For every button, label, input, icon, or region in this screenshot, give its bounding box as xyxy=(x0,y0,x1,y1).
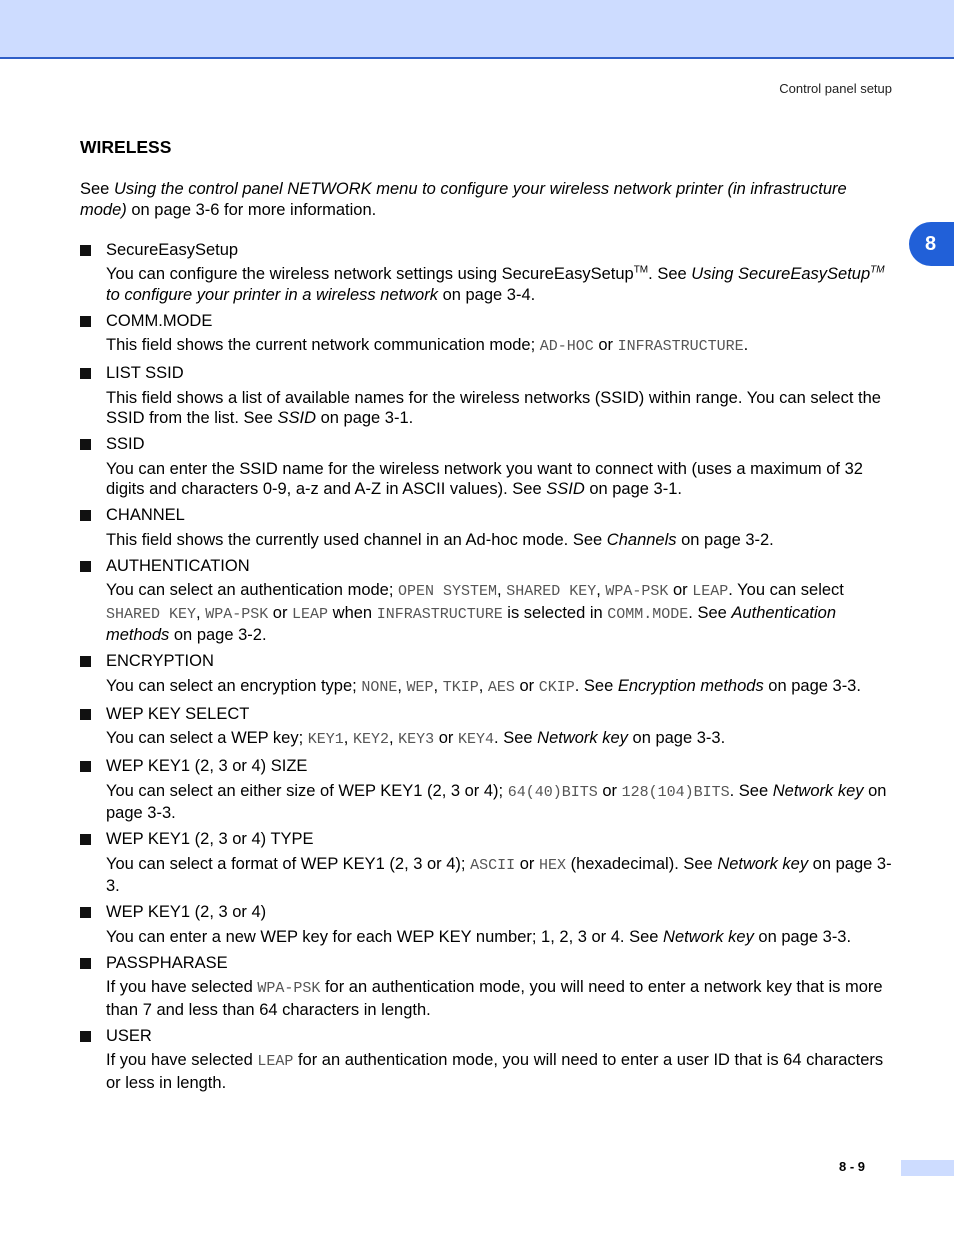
item-heading: WEP KEY1 (2, 3 or 4) SIZE xyxy=(106,757,308,775)
list-item xyxy=(80,902,895,948)
item-heading: WEP KEY1 (2, 3 or 4) xyxy=(106,903,267,921)
intro-paragraph xyxy=(80,179,890,221)
list-item xyxy=(80,363,895,429)
item-description: If you have selected WPA-PSK for an authentication mode, you will need to enter a network key that is more than 7 and less than 64 characters in length. xyxy=(106,978,883,1019)
item-description: This field shows a list of available names for the wireless networks (SSID) within range. You can select the SSID from the list. See SSID on page 3-1. xyxy=(106,388,881,427)
item-heading: SSID xyxy=(106,435,145,453)
square-bullet-icon xyxy=(80,561,91,572)
item-heading: USER xyxy=(106,1026,152,1045)
square-bullet-icon xyxy=(80,907,91,918)
item-description: You can select an authentication mode; OPEN SYSTEM, SHARED KEY, WPA-PSK or LEAP. You can select SHARED KEY, WPA-PSK or LEAP when INFRASTRUCTURE is selected in COMM.MODE. See Authentication methods on page 3-2. xyxy=(106,581,844,644)
square-bullet-icon xyxy=(80,656,91,667)
square-bullet-icon xyxy=(80,834,91,845)
square-bullet-icon xyxy=(80,368,91,379)
settings-list xyxy=(80,239,895,1098)
intro-text: See xyxy=(80,180,114,198)
square-bullet-icon xyxy=(80,761,91,772)
square-bullet-icon xyxy=(80,439,91,450)
square-bullet-icon xyxy=(80,958,91,969)
cross-reference: Network key xyxy=(537,729,628,747)
intro-reference: Using the control panel NETWORK menu to configure your wireless network printer (in infrastructure mode) xyxy=(80,180,847,219)
cross-reference: Using SecureEasySetup xyxy=(691,265,871,283)
cross-reference: Channels xyxy=(606,530,677,549)
list-item xyxy=(80,239,895,305)
item-heading: SecureEasySetup xyxy=(106,240,239,259)
list-item xyxy=(80,756,895,824)
page-number: 8 - 9 xyxy=(838,1159,865,1174)
item-heading: LIST SSID xyxy=(106,364,184,382)
item-description: You can select a format of WEP KEY1 (2, 3 or 4); ASCII or HEX (hexadecimal). See Network key on page 3-3. xyxy=(106,854,892,895)
chapter-tab xyxy=(909,222,954,266)
list-item xyxy=(80,703,895,751)
cross-reference: SSID xyxy=(277,409,316,427)
cross-reference: Encryption methods xyxy=(617,676,764,695)
list-item xyxy=(80,952,895,1020)
list-item xyxy=(80,555,895,646)
cross-reference: Network key xyxy=(717,854,809,873)
item-description: You can select an either size of WEP KEY1 (2, 3 or 4); 64(40)BITS or 128(104)BITS. See Network key on page 3-3. xyxy=(106,781,887,822)
list-item xyxy=(80,651,895,699)
list-item xyxy=(80,310,895,358)
list-item xyxy=(80,1025,895,1093)
square-bullet-icon xyxy=(80,245,91,256)
item-description: You can select an encryption type; NONE, WEP, TKIP, AES or CKIP. See Encryption methods on page 3-3. xyxy=(106,676,861,696)
item-description: You can configure the wireless network settings using SecureEasySetup™. See Using SecureEasySetup™ to configure your printer in a wireless network on page 3-4. xyxy=(106,264,885,304)
square-bullet-icon xyxy=(80,1031,91,1042)
item-description: You can enter a new WEP key for each WEP KEY number; 1, 2, 3 or 4. See Network key on page 3-3. xyxy=(106,927,852,946)
chapter-number: 8 xyxy=(925,232,937,255)
item-heading: ENCRYPTION xyxy=(106,652,214,670)
list-item xyxy=(80,434,895,500)
section-title: WIRELESS xyxy=(80,137,172,157)
intro-text-tail: on page 3-6 for more information. xyxy=(126,201,377,219)
item-heading: CHANNEL xyxy=(106,506,185,524)
item-description: This field shows the currently used channel in an Ad-hoc mode. See Channels on page 3-2. xyxy=(106,530,774,549)
item-heading: AUTHENTICATION xyxy=(106,556,250,575)
item-description: You can enter the SSID name for the wireless network you want to connect with (uses a maximum of 32 digits and characters 0-9, a-z and A-Z in ASCII values). See SSID on page 3-1. xyxy=(106,459,863,498)
item-heading: WEP KEY SELECT xyxy=(106,704,250,723)
item-heading: COMM.MODE xyxy=(106,311,213,330)
cross-reference: Network key xyxy=(663,927,754,946)
cross-reference: Authentication methods xyxy=(106,603,836,644)
running-header: Control panel setup xyxy=(779,81,892,96)
cross-reference: SSID xyxy=(546,480,585,498)
square-bullet-icon xyxy=(80,510,91,521)
cross-reference: Network key xyxy=(772,781,864,800)
top-header-band xyxy=(0,0,954,59)
item-description: This field shows the current network communication mode; AD-HOC or INFRASTRUCTURE. xyxy=(106,336,749,355)
item-description: If you have selected LEAP for an authentication mode, you will need to enter a user ID that is 64 characters or less in length. xyxy=(106,1051,884,1092)
item-heading: WEP KEY1 (2, 3 or 4) TYPE xyxy=(106,830,314,848)
square-bullet-icon xyxy=(80,709,91,720)
item-description: You can select a WEP key; KEY1, KEY2, KEY3 or KEY4. See Network key on page 3-3. xyxy=(106,729,726,748)
square-bullet-icon xyxy=(80,316,91,327)
item-heading: PASSPHARASE xyxy=(106,953,228,972)
footer-bar xyxy=(901,1160,954,1176)
list-item xyxy=(80,505,895,551)
list-item xyxy=(80,829,895,897)
